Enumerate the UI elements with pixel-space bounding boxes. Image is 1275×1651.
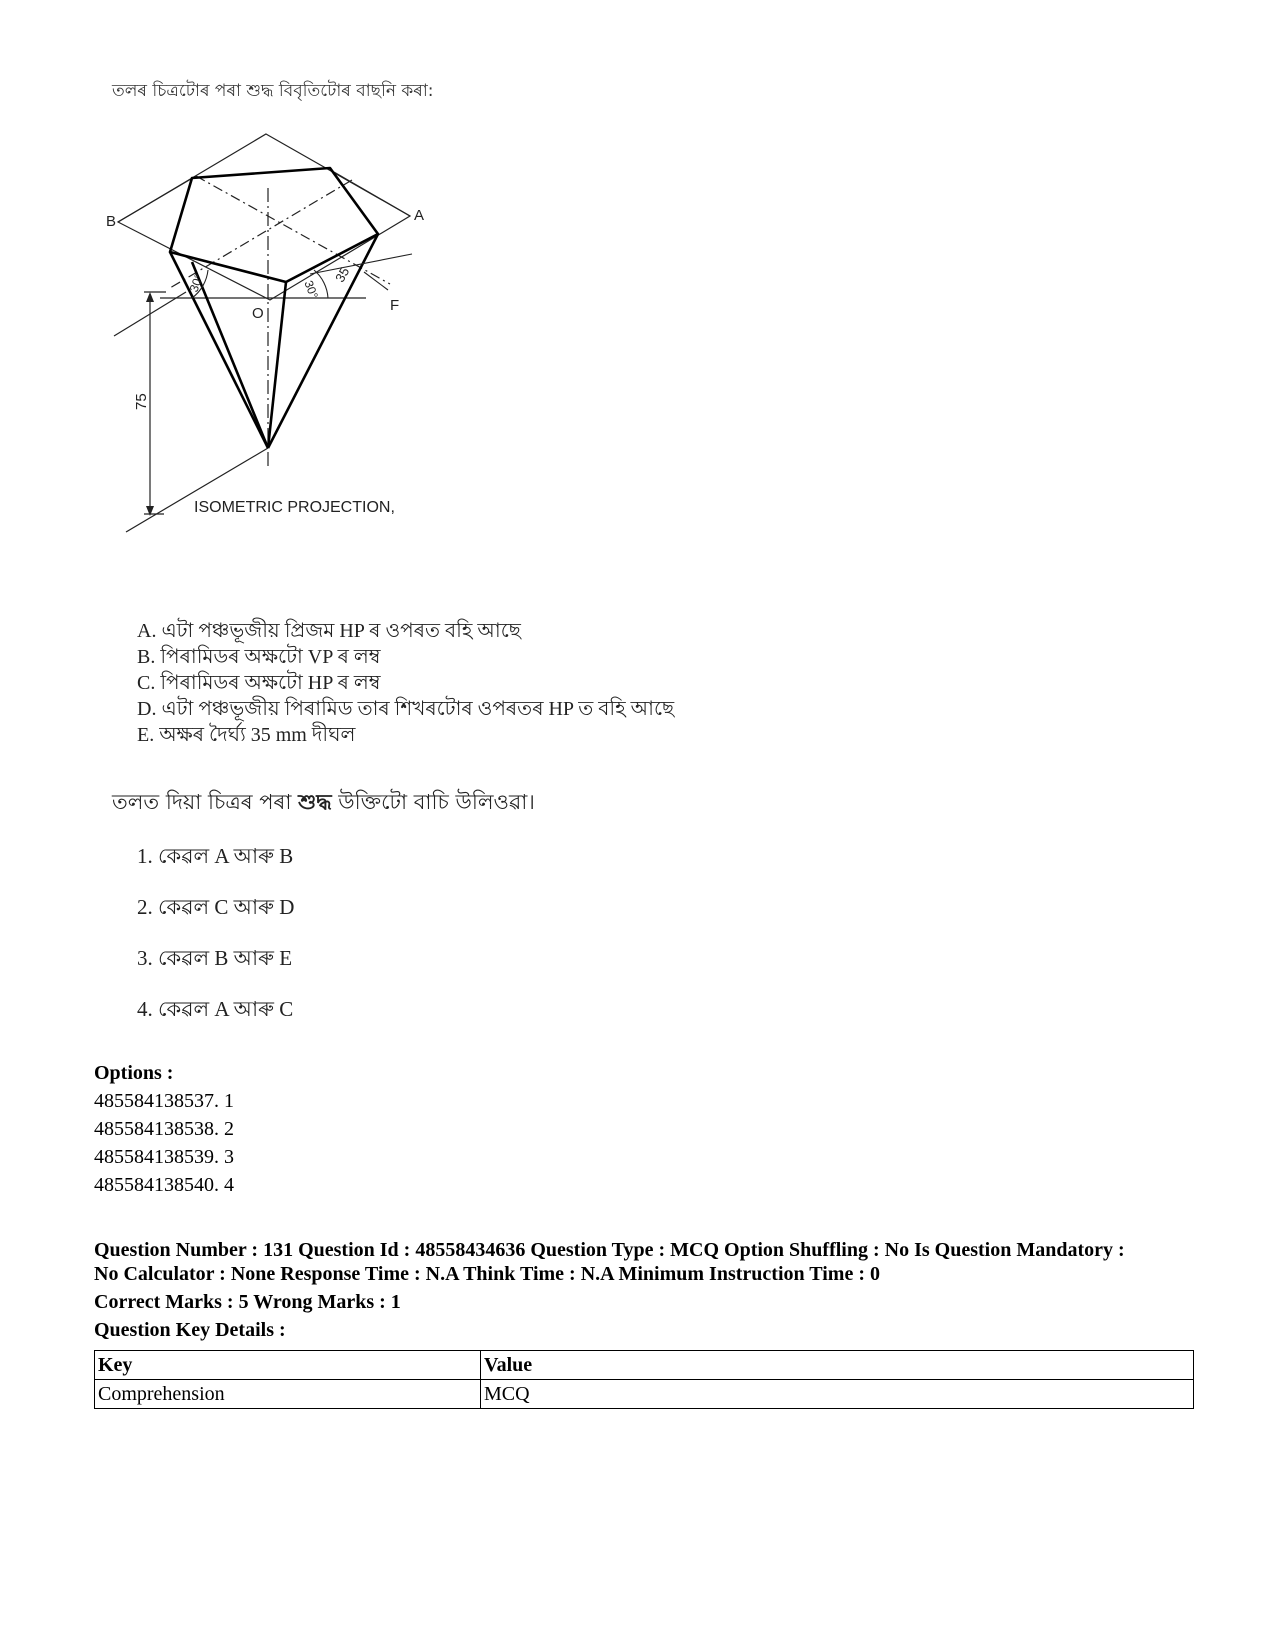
prompt-after: উক্তিটো বাচি উলিওৱা। <box>331 790 535 814</box>
label-a: A <box>414 207 425 224</box>
question-meta-line-2: No Calculator : None Response Time : N.A Think Time : N.A Minimum Instruction Time : 0 <box>94 1263 880 1285</box>
cell-value: MCQ <box>481 1380 1194 1409</box>
figure-drawing <box>100 128 460 558</box>
isometric-projection-figure <box>100 128 460 558</box>
label-b: B <box>106 213 117 230</box>
prompt-before: তলত দিয়া চিত্ৰৰ পৰা <box>112 790 299 814</box>
option-2: 485584138538. 2 <box>94 1118 234 1140</box>
label-o: O <box>252 305 264 322</box>
options-heading: Options : <box>94 1062 174 1084</box>
choice-3: 3. কেৱল B আৰু E <box>137 946 293 970</box>
statement-b: B. পিৰামিডৰ অক্ষটো VP ৰ লম্ব <box>137 646 381 668</box>
edge-1 <box>170 252 268 448</box>
choice-2: 2. কেৱল C আৰু D <box>137 895 295 919</box>
ray-a <box>334 172 410 216</box>
figure-caption: ISOMETRIC PROJECTION, <box>194 499 395 516</box>
statement-d: D. এটা পঞ্চভূজীয় পিৰামিড তাৰ শিখৰটোৰ ওপৰতৰ HP ত বহি আছে <box>137 698 675 720</box>
edge-4 <box>268 234 378 448</box>
edge-3 <box>268 282 286 448</box>
table-row <box>95 1380 1194 1409</box>
header-key: Key <box>95 1351 481 1380</box>
label-dim-75: 75 <box>133 393 150 410</box>
label-angle-left: 30° <box>186 272 207 294</box>
key-details-heading: Question Key Details : <box>94 1319 286 1341</box>
ray-b <box>118 176 196 222</box>
edge-2 <box>192 262 268 448</box>
question-instruction: তলৰ চিত্ৰটোৰ পৰা শুদ্ধ বিবৃতিটোৰ বাছনি কৰা: <box>112 81 434 101</box>
label-dim-35: 35 <box>332 264 353 285</box>
statement-a: A. এটা পঞ্চভূজীয় প্ৰিজম HP ৰ ওপৰত বহি আছে <box>137 620 521 642</box>
question-prompt <box>112 786 535 821</box>
statement-e: E. অক্ষৰ দৈৰ্ঘ্য 35 mm দীঘল <box>137 724 356 746</box>
label-angle-right: 30° <box>301 278 321 301</box>
label-f: F <box>390 297 400 314</box>
option-1: 485584138537. 1 <box>94 1090 234 1112</box>
statement-c: C. পিৰামিডৰ অক্ষটো HP ৰ লম্ব <box>137 672 381 694</box>
choice-1: 1. কেৱল A আৰু B <box>137 844 294 868</box>
statement-list <box>137 618 674 748</box>
question-meta-line-1: Question Number : 131 Question Id : 48558434636 Question Type : MCQ Option Shuffling : No Is Question Mandatory : <box>94 1239 1125 1261</box>
key-details-table <box>94 1350 1194 1409</box>
ground-line-bottom <box>126 448 268 532</box>
prompt-bold: শুদ্ধ <box>298 790 332 814</box>
option-4: 485584138540. 4 <box>94 1174 234 1196</box>
question-marks: Correct Marks : 5 Wrong Marks : 1 <box>94 1291 401 1313</box>
cell-key: Comprehension <box>95 1380 481 1409</box>
table-header-row <box>95 1351 1194 1380</box>
header-value: Value <box>481 1351 1194 1380</box>
choice-4: 4. কেৱল A আৰু C <box>137 997 294 1021</box>
option-3: 485584138539. 3 <box>94 1146 234 1168</box>
